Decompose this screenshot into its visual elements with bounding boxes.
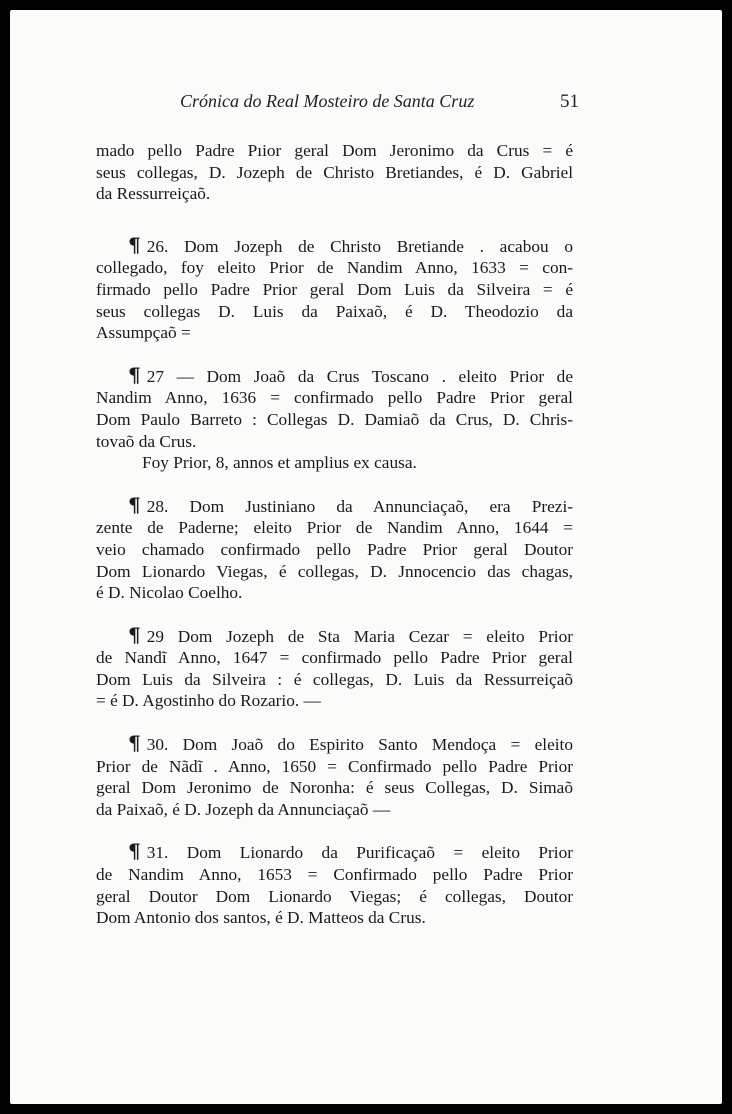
document-page [10,10,722,1104]
text-line: ¶ 26. Dom Jozeph de Christo Bretiande . acabou o [128,232,573,257]
paragraph-continuation [96,140,573,205]
text-line: ¶ 30. Dom Joaõ do Espirito Santo Mendoça = eleito [128,731,573,756]
paragraph-mark-icon: ¶ [128,731,141,756]
text-line: da Paixaõ, é D. Jozeph da Annunciaçaõ — [96,799,391,819]
text-line: de Nandim Anno, 1653 = Confirmado pello Padre Prior [96,865,573,885]
text-line: firmado pello Padre Prior geral Dom Luis da Silveira = é [96,279,573,299]
text-line: Nandim Anno, 1636 = confirmado pello Padre Prior geral [96,388,573,408]
text-line: geral Dom Jeronimo de Noronha: é seus Collegas, D. Simaõ [96,778,573,798]
page-number: 51 [560,91,579,112]
paragraph-mark-icon: ¶ [128,839,141,864]
text-line: veio chamado confirmado pello Padre Prior geral Doutor [96,539,573,559]
text-line: Dom Antonio dos santos, é D. Matteos da Crus. [96,908,426,928]
text-line: tovaõ da Crus. [96,431,197,451]
text-line: ¶ 31. Dom Lionardo da Purificaçaõ = eleito Prior [128,839,573,864]
text-line: ¶ 28. Dom Justiniano da Annunciaçaõ, era Prezi- [128,492,573,517]
text-line: Prior de Nãdĩ . Anno, 1650 = Confirmado pello Padre Prior [96,756,573,776]
text-line: ¶ 27 — Dom Joaõ da Crus Toscano . eleito Prior de [128,362,573,387]
paragraph-mark-icon: ¶ [128,362,141,387]
text-line: da Ressurreiçaõ. [96,184,211,204]
text-line: é D. Nicolao Coelho. [96,583,243,603]
paragraph-29 [96,622,573,712]
paragraph-27 [96,362,573,474]
paragraph-mark-icon: ¶ [128,622,141,647]
paragraph-31 [96,841,573,928]
text-line: seus collegas D. Luis da Paixaõ, é D. Theodozio da [96,301,573,321]
text-line: de Nandĩ Anno, 1647 = confirmado pello Padre Prior geral [96,648,573,668]
paragraph-28 [96,492,573,604]
text-line: Dom Luis da Silveira : é collegas, D. Luis da Ressurreiçaõ [96,669,573,689]
paragraph-30 [96,733,573,820]
text-line: = é D. Agostinho do Rozario. — [96,691,321,711]
running-head-title: Crónica do Real Mosteiro de Santa Cruz [180,91,475,111]
body-text [96,140,573,929]
text-line: Foy Prior, 8, annos et amplius ex causa. [142,453,417,473]
text-line: Dom Lionardo Viegas, é collegas, D. Jnnocencio das chagas, [96,561,573,581]
text-line: Assumpçaõ = [96,323,191,343]
text-line: seus collegas, D. Jozeph de Christo Bretiandes, é D. Gabriel [96,162,573,182]
paragraph-mark-icon: ¶ [128,232,141,257]
text-line: geral Doutor Dom Lionardo Viegas; é collegas, Doutor [96,886,573,906]
text-line: collegado, foy eleito Prior de Nandim Anno, 1633 = con- [96,258,573,278]
text-line: Dom Paulo Barreto : Collegas D. Damiaõ da Crus, D. Chris- [96,409,573,429]
paragraph-mark-icon: ¶ [128,492,141,517]
text-line: zente de Paderne; eleito Prior de Nandim Anno, 1644 = [96,518,573,538]
paragraph-26 [96,232,573,344]
text-line: ¶ 29 Dom Jozeph de Sta Maria Cezar = eleito Prior [128,622,573,647]
text-line: mado pello Padre Pıior geral Dom Jeronimo da Crus = é [96,141,573,160]
